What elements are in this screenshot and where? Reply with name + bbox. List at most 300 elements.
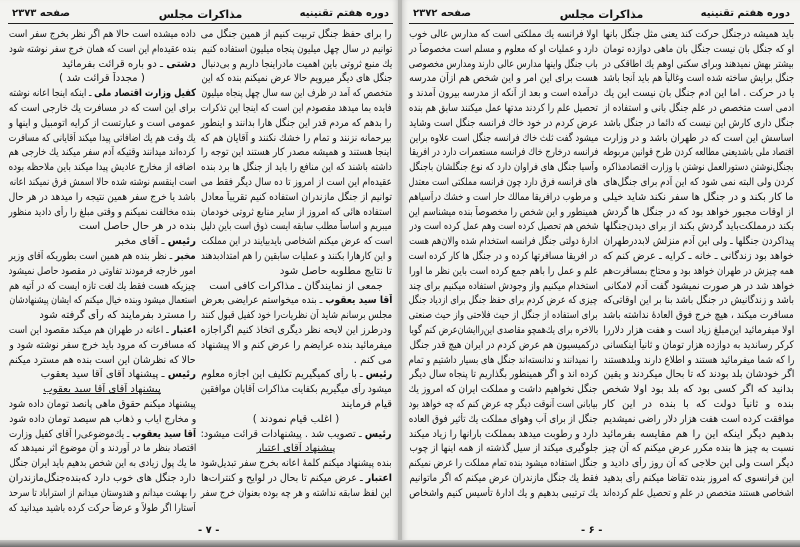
line-content [603,280,794,295]
line-text: پیشنهاد میکنم حقوق ماهی پانصد تومان داده شود [9,398,196,410]
line-content [409,398,598,413]
line-content [409,102,598,117]
text-line [8,102,196,117]
page-2373 [0,0,399,540]
line-content [9,43,196,58]
line-text: بدانید که اگر کسی بود که بلد بود اولا شخص [602,384,794,396]
line-content [201,324,392,339]
speaker-name: کفیل وزارت اقتصاد ملی [94,88,196,100]
line-text: بنده مخالفت نمیکنم و وقتی مبلغ را رأی دادید منظور [8,206,196,218]
line-content [9,206,196,221]
line-content [253,414,340,425]
line-content [603,72,794,87]
scan-edge [0,540,800,547]
line-content [201,176,392,191]
text-line [602,354,794,369]
line-text: ـ اعانه در طهران هم میکند مقصود این است [8,324,172,336]
text-line [200,117,392,132]
line-text: بیابانی است آنوقت دیگر چه عرض کنم که چه خواهد بود [408,398,598,410]
text-column-left [408,28,598,502]
line-content [59,73,145,84]
line-content [603,250,794,265]
line-content [9,442,196,457]
line-content [603,87,794,102]
line-content [201,428,392,443]
text-line [8,176,196,191]
line-content [409,161,598,176]
line-content [201,161,392,176]
line-content [9,87,196,102]
line-text: وآسیا جنگل های فراوان دارد که نوع جنگلشان باجنگل [409,162,598,174]
text-line [8,265,196,280]
line-text: ـ آقای مخبر [115,236,168,248]
text-line [602,309,794,324]
line-text: ـ نظر بنده هم همین است بطوریکه آقای وزیر [9,250,176,262]
line-text: مجلس برسانم شاید آن نظریات‌را خود کفیل قبول کنند [200,310,392,322]
line-text: های فرانسه فرق دارد چون فرانسه مملکتی است معتدل [409,176,598,188]
speaker-line [8,368,196,383]
line-text: دارد و رطوبت میدهد بمملکت بارانها را زیاد میکند [409,428,598,440]
text-line [8,280,196,295]
line-content [603,176,794,191]
running-header [409,5,794,23]
line-text: ادمی است متخصص در علم جنگل بانی و استفاده از [602,102,794,114]
line-content [603,28,794,43]
line-text: توانیم در سال چهل میلیون پنجاه میلیون استفاده کنیم [201,43,392,55]
line-text: ـ با رأی کمیگیریم تکلیف این اجازه معلوم [201,369,366,381]
line-content [43,384,161,395]
line-content [603,294,794,309]
line-content [409,487,598,502]
line-text: جنگل نخواهیم داشت و مملکت ایران که امروز یك [408,384,598,396]
running-title: مذاکرات مجلس [158,8,243,21]
speaker-name: رئیس [167,236,196,248]
line-text: آستارا اگر طولاً و عرضاً حرکت کرده باشید میدانید که [9,502,196,514]
text-line [200,235,392,250]
text-line [602,72,794,87]
speaker-line [8,58,196,73]
text-line [8,354,196,369]
line-content [409,176,598,191]
line-text: یا در حرکت . اما این ادم جنگل بان نیست این یك [603,88,794,100]
line-content [201,235,392,250]
text-line [8,28,196,43]
text-line [602,43,794,58]
text-line [602,117,794,132]
line-content [409,383,598,398]
line-text: را نمیدانند و ندانسته‌اند جنگل های بسیار داشتیم و تمام [409,354,598,366]
line-content [9,132,196,147]
line-text: ادارهٔ دولتی جنگل فرانسه استخدام شده والان‌هم هست [409,236,598,248]
line-content [603,442,794,457]
text-line [200,220,392,235]
text-line [200,43,392,58]
text-line [408,43,598,58]
line-content [409,472,598,487]
line-content [9,428,196,443]
speaker-line [200,428,392,443]
line-text: کردن ولی البته نمی شود که این آدم برای جنگل‌های [602,176,794,188]
line-text: اینجا هستند و همیشه مصدر کار هستند این توجه را [201,147,392,159]
line-text: باشد و زندگانیش در جنگل باشد بنا بر این اوقاتی‌که [603,295,794,307]
text-line [408,250,598,265]
text-line [408,58,598,73]
text-line [602,235,794,250]
line-text: شخص هم تحصیل کرده است وهم عمل کرده است ودر [409,221,598,233]
text-line [8,472,196,487]
speaker-line [200,294,392,309]
text-line [408,339,598,354]
line-content [201,472,392,487]
line-content [201,132,392,147]
line-content [9,28,196,43]
line-content [409,220,598,235]
line-text: میشود رأی میگیریم بکفایت مذاکرات آقایان موافقین [201,384,392,396]
text-line [408,206,598,221]
line-content [603,220,794,235]
text-line [200,265,392,280]
line-content [409,309,598,324]
line-text: بنده و ثانیاً دولت که با بنده در این کار [602,398,794,410]
text-line [602,383,794,398]
text-line [8,220,196,235]
line-text: ( اغلب قیام نمودند ) [252,413,340,425]
line-text: کرده اند و اگر همینطور بگذاریم تا پنجاه سال دیگر [409,369,598,381]
line-content [201,28,392,43]
text-line [408,294,598,309]
line-content [409,354,598,369]
line-text: چیزی که عرض کردم برای حفظ جنگل برای ازدیاد جنگل [409,295,598,307]
line-content [201,102,392,117]
line-content [201,487,392,502]
line-content [9,102,196,117]
text-line [408,72,598,87]
line-content [201,339,392,354]
line-content [603,161,794,176]
line-content [201,72,392,87]
line-text: ما یك پول زیادی به این شخص بدهیم باید ایران جنگل [8,458,196,470]
line-text: بجنگل‌نوشتن دستورالعمل نوشتن با وزارت اقتصادمذاکره [602,162,794,174]
text-line [408,265,598,280]
text-line [408,235,598,250]
line-text: علم و عمل را باهم جمع کرده است باین نظر ما اورا [408,265,598,277]
text-line [200,161,392,176]
line-text: تا نتایج مطلوبه حاصل شود [279,265,392,277]
line-text: برای این است که در مسافرت یك خارجی است که [8,102,196,114]
line-text: باب جنگل واینها مدارس عالی دارند ومدارس مخصوصی [408,58,598,70]
line-text: در افریقا مسافرتها کرده و در جنگل ها کار کرده است [409,250,598,262]
line-content [409,280,598,295]
text-line [8,413,196,428]
text-line [602,339,794,354]
line-text: بیرحمانه نزنند و تمام را خشك نکنند و آقایان هم که [200,132,392,144]
line-text: بالاخره برای یك‌همچو مقاصدی این‌راایشان‌عرض کنم گویا [408,324,598,336]
line-content [409,28,598,43]
text-line [200,146,392,161]
header-rule [409,23,794,24]
line-text: باشد یا خرج سفر همین نتیجه را میدهد در هر حال [9,191,196,203]
text-line [602,161,794,176]
line-content [409,368,598,383]
text-line [200,176,392,191]
line-text: داده میشده است حالا هم اگر نظر بخرج سفر است [9,29,196,40]
line-content [603,58,794,73]
line-text: یك وقت هم یك اضافاتی پیدا میکند آقایانی که مسافرت [8,132,196,144]
line-content [79,221,196,232]
text-line [408,398,598,413]
line-content [603,472,794,487]
line-content [201,43,392,58]
line-text: ودرطرز این لایحه نظر دیگری اتخاذ کنیم اگراجازه [201,324,392,336]
line-content [9,354,196,369]
line-content [603,413,794,428]
text-line [200,58,392,73]
text-line [8,442,196,457]
text-line [408,324,598,339]
text-line [602,368,794,383]
line-content [341,399,392,410]
text-line [602,250,794,265]
text-line [8,146,196,161]
line-text: امور خارجه فرمودند تفاوتی در مقصود حاصل نمیشود [9,265,196,277]
speaker-name: آقا سید یعقوب [324,295,392,307]
line-content [9,265,196,280]
page-number: صفحه ۲۳۷۳ [12,8,71,19]
speaker-name: رئیس [365,428,392,440]
text-line [602,457,794,472]
text-line [200,398,392,413]
text-line [200,191,392,206]
line-text: پیداکردن جنگلها ـ ولی این آدم منزلش لابد‌درطهران [603,236,794,248]
line-content [9,324,196,339]
line-text: جمعی از نمایندگان ـ مذاکرات کافی است [209,280,383,292]
speaker-line [8,235,196,250]
line-text: جنگل برایش ساخته شده است وغالباً هم باید آنجا باشد [603,73,794,85]
line-text: استفاده هائی که امروز از سایر منابع ثروتی خودمان [201,206,392,218]
text-line [408,383,598,398]
line-text: را بهشت میدانم و هندوستان میدانم از استراباد تا سرحد [9,487,196,499]
line-content [280,266,392,277]
session-term: دوره هفتم تقنینیه [299,8,389,19]
line-text: اگر خودشان بلد بودند که تا بحال میکردند و یقین [603,369,794,381]
text-line [408,280,598,295]
text-line [8,206,196,221]
line-content [9,339,196,354]
line-text: را بدهم که مردم قدر این جنگل هارا بدانند و اینطور [201,117,392,129]
line-text: اولا فرانسه یك مملکتی است که مدارس عالی خوب [409,29,598,40]
line-text: میشود گفت ثلث خاك فرانسه جنگل است علاوه براین [408,132,598,144]
line-content [603,354,794,369]
text-line [8,457,196,472]
line-text: برای استفاده از جنگل از حیث فلاحتی واز حیث صنعتی [408,310,598,322]
text-line [8,43,196,58]
text-line [408,176,598,191]
line-text: تحصیل علم را کردند مدتها عمل میکنند سابق هم بنده [408,102,598,114]
text-line [408,132,598,147]
line-text: بیشتر بهش نمیدهند وبرای سکنی اوهم یك اطاقکی در [603,58,794,70]
procedural-note [8,72,196,87]
line-text: درآمده است و بعد از آنکه از مدرسه بیرون آمدند و [408,88,598,100]
speaker-name: اعتبار [171,324,196,336]
line-text: را که شما میفرمائید هستند و اطلاع دارند وبلدهستند [602,354,794,366]
line-content [409,457,598,472]
session-term: دوره هفتم تقنینیه [700,8,790,19]
line-content [409,43,598,58]
speaker-name: آقا سید یعقوب [132,428,196,440]
line-text: خواهد بود زندگانی ـ خانه ـ کرایه ـ عرض کنم که [602,250,794,262]
line-text: اشخاصی هستند متخصص در علم و تحصیل علم کرده‌اند [603,487,794,499]
line-text: باید همیشه درجنگل حرکت کند یعنی مثل جنگل بانها [603,29,794,40]
line-content [9,176,196,191]
text-line [200,339,392,354]
text-line [602,413,794,428]
line-text: فایده بما میدهد مقصودم این است که اینجا این تذکرات [201,102,392,114]
line-text: پیشنهاد آقای آقا سید یعقوب [43,384,161,396]
line-content [409,265,598,280]
text-line [602,428,794,443]
text-line [408,413,598,428]
text-line [602,324,794,339]
line-text: او که جنگل بان نیست جنگل بان ماهی دوازده تومان [603,43,794,55]
running-title: مذاکرات مجلس [559,8,644,21]
line-content [603,339,794,354]
line-text: ـ دو باره قرائت بفرمائید [61,58,167,70]
text-line [200,250,392,265]
folio: - ۶ - [581,525,603,536]
line-content [9,502,196,517]
text-line [408,191,598,206]
line-content [603,117,794,132]
line-text: توانیم از جنگل مازندران استفاده کنیم تقریباً معادل [201,191,392,203]
line-content [409,294,598,309]
line-text: هست برای این امر و این شخص هم ازآن مدرسه [409,73,598,85]
text-line [8,132,196,147]
line-text: دیگر است ولی این حلاجی که آن روز رأی دادید و [603,458,794,470]
line-content [9,191,196,206]
line-text: ما کار بکند و در جنگل ها سفر نکند شاید خیلی [603,191,794,203]
page-number: صفحه ۲۳۷۲ [413,8,472,19]
text-line [602,87,794,102]
line-content [602,399,794,410]
line-text: و این کارهارا بکنند و عملیات سابقین را هم امتدادبدهند [200,250,392,262]
line-text: ( مجدداً قرائت شد ) [59,73,145,85]
text-line [8,161,196,176]
procedural-note [200,413,392,428]
text-line [8,191,196,206]
text-line [8,487,196,502]
text-line [602,280,794,295]
text-line [408,428,598,443]
line-text: از اوقات مجبور خواهد بود که در جنگل ها گردش [602,206,794,218]
speaker-name: مخبر [175,250,196,262]
line-content [603,235,794,250]
line-text: اضافه از مخارج عادیش پیدا میکند باین ملاحظه بوده [8,162,196,174]
text-line [408,28,598,43]
line-text: دارد و عملیات او که معلوم و مسلم است مخصوصاً در [408,43,598,55]
speaker-line [8,324,196,339]
line-text: می کنم . [353,354,392,366]
speaker-line [200,368,392,383]
motion-heading [200,442,392,457]
line-content [9,250,196,265]
line-text: جنگل های دیگر میرویم حالا عرض نمیکنم بنده که این [201,73,392,85]
text-line [200,132,392,147]
line-text: بنده در هر حال حاصل است [78,221,196,233]
folio: - ۷ - [198,525,220,536]
line-content [201,220,392,235]
line-text: خواهد شد در هر صورت نمیشود گفت آدم لامکانی [603,280,794,292]
line-content [201,87,392,102]
line-content [409,250,598,265]
text-line [408,87,598,102]
line-text: بنده عقیده‌ام این است که همان خرج سفر نوشته شود [8,43,196,55]
text-line [408,161,598,176]
line-content [603,102,794,117]
line-text: ـ اینکه اینجا اعانه نوشته [8,88,95,100]
line-content [201,457,392,472]
line-content [9,487,196,502]
line-text: موافقت کرده است هفت هزار دلار راضی نمیشدیم [602,413,794,425]
line-text: بنده پیشنهاد میکنم کلمهٔ اعانه بخرج سفر تبدیل‌شود [200,458,392,470]
text-line [602,206,794,221]
line-content [354,355,392,366]
speaker-name: اعتبار [365,472,392,484]
text-line [200,102,392,117]
line-text: متخصص که آمد در ظرف این سه سال چهل پنجاه میلیون [201,88,392,100]
text-line [200,324,392,339]
line-text: و مرطوب درافریقا ممالك حار است و خشك درآسیاهم [408,191,598,203]
line-text: و مخارج ایاب و ذهاب هم سیصد تومان داده شود [9,413,196,425]
line-text: اولا میفرمائید این‌مبلغ زیاد است و هفت هزار دلاررا [603,324,794,336]
text-line [602,294,794,309]
line-content [116,236,196,247]
text-line [8,339,196,354]
text-column-right [200,28,392,502]
text-line [408,368,598,383]
line-text: ـ پیشنهاد آقای آقا سید یعقوب [40,369,168,381]
speaker-name: دشتی [166,58,196,70]
text-line [602,398,794,413]
line-content [9,146,196,161]
line-content [603,368,794,383]
line-text: کرکر رساندید به دوازده هزار تومان و ثانیاً اینکسانی [602,339,794,351]
line-content [209,281,383,292]
line-content [257,443,336,454]
text-line [8,502,196,517]
line-content [9,294,196,309]
line-content [9,457,196,472]
text-line [602,265,794,280]
line-text: بدهیم دیگر اینکه این را هم مقایسه بفرمائید [602,428,794,440]
line-content [602,429,794,440]
text-line [408,102,598,117]
text-line [408,117,598,132]
text-line [200,457,392,472]
text-line [602,28,794,43]
line-content [9,472,196,487]
line-content [603,132,794,147]
text-line [602,442,794,457]
line-text: که مسافرت که مرود باید خرج سفر نوشته شود و [8,339,196,351]
line-text: ـ بنده میخواستم عرایضی بعرض [200,295,325,307]
line-text: ـ تصویب شد . پیشنهادات قرائت میشود: [200,428,366,440]
line-text: استخدام میکنیم واز وجودش استفاده میکنیم برای چند [409,280,598,292]
motion-heading [8,383,196,398]
line-text: فرانسه درخارج خاك فرانسه مستعمرات دارد در افریقا [408,147,598,159]
line-content [9,413,196,428]
line-text: استعمال میشود وبنده خیال میکنم که ایشان پیشنهادشان [8,295,196,307]
line-content [201,191,392,206]
